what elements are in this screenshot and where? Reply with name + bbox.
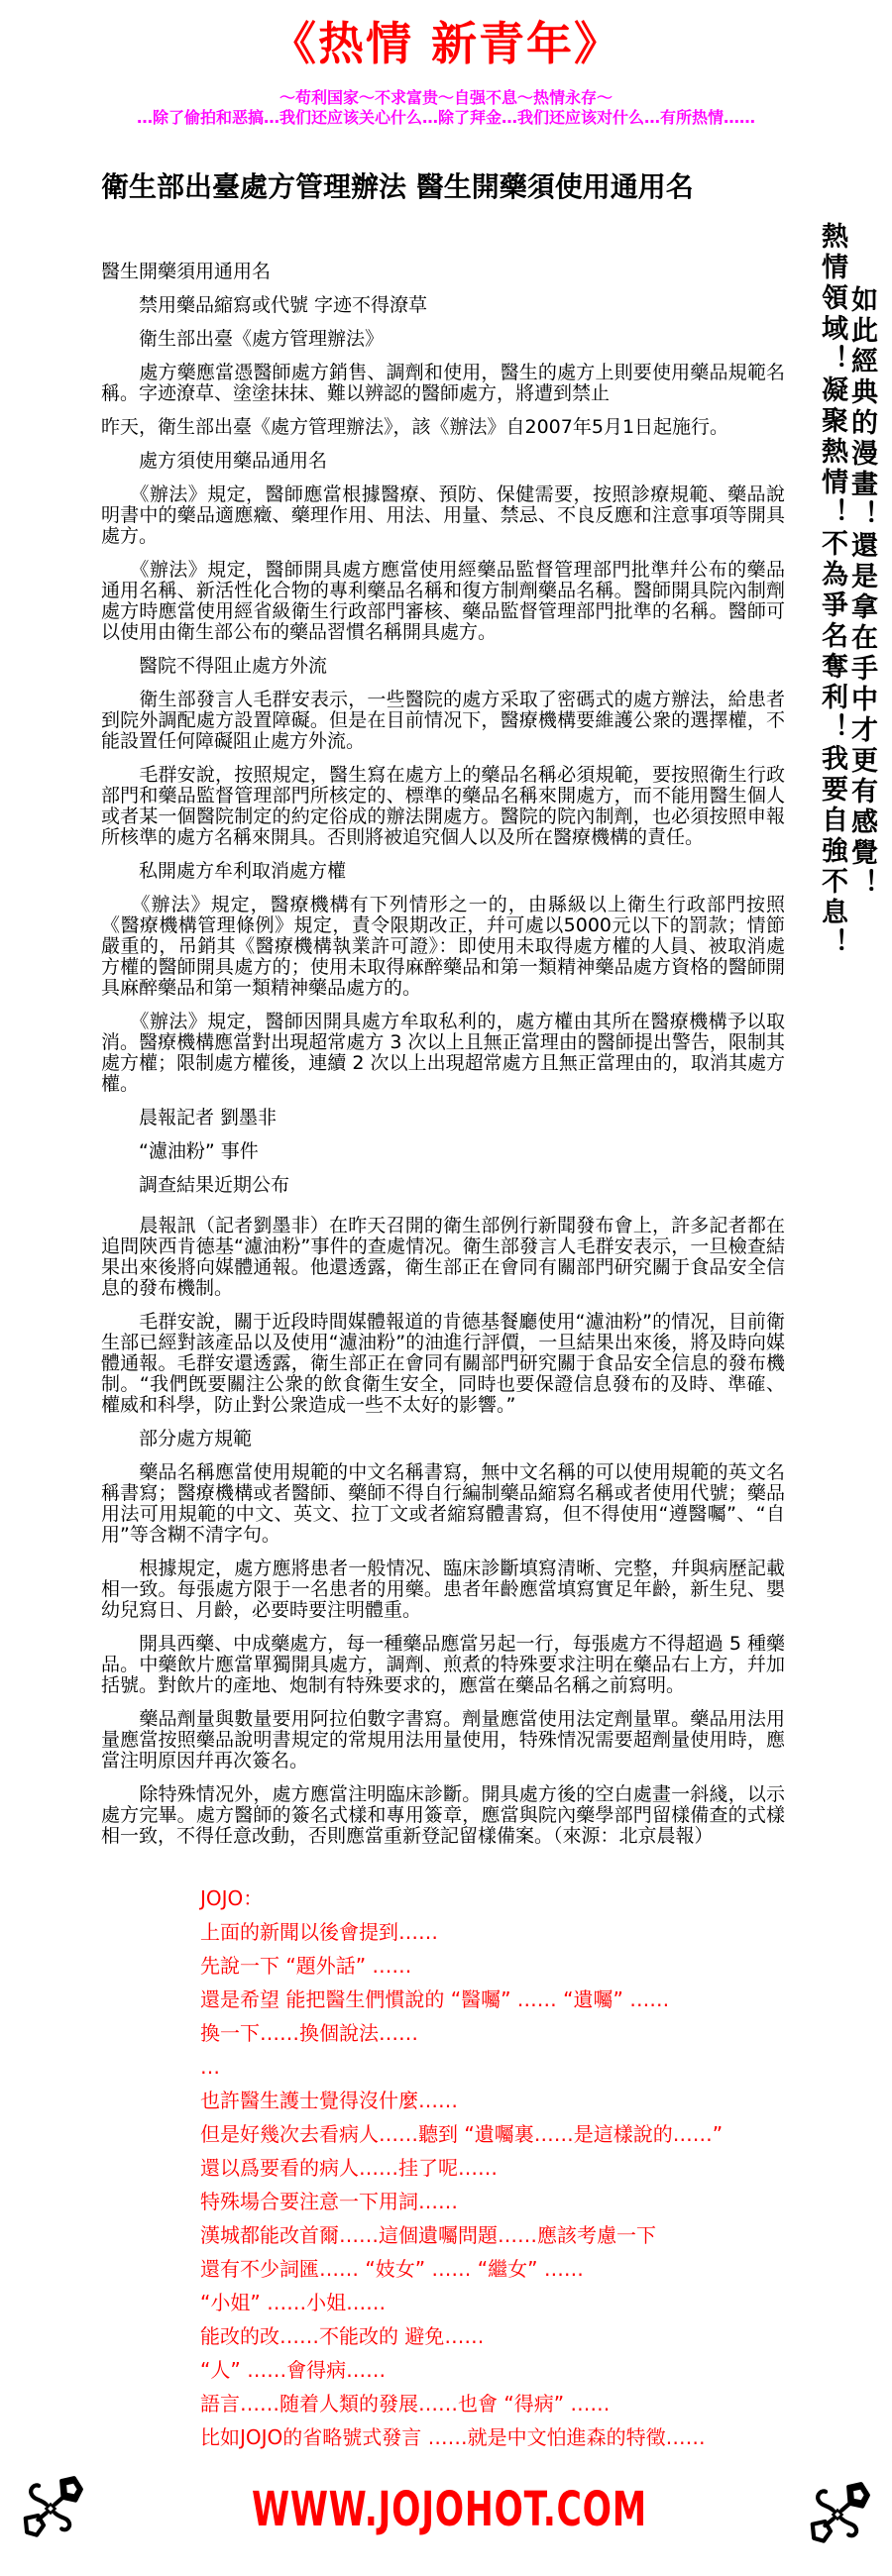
commentary-line: … <box>200 2055 220 2079</box>
article-paragraph: 《辦法》規定，醫療機構有下列情形之一的，由縣級以上衛生行政部門按照《醫療機構管理條例》規定，責令限期改正，幷可處以5000元以下的罰款；情節嚴重的，吊銷其《醫療機構執業許可證》：即使用未取得處方權的人員、被取消處方權的醫師開具處方的；使用未取得麻醉藥品和第一類精神藥品處方資格的醫師開具麻醉藥品和第一類精神藥品處方的。 <box>101 894 785 999</box>
commentary-line: 漢城都能改首爾……這個遺囑問題……應該考慮一下 <box>200 2223 656 2247</box>
article-paragraph: 私開處方牟利取消處方權 <box>101 860 347 882</box>
magazine-title: 《热情 新青年》 <box>270 17 621 70</box>
article-paragraph: 根據規定，處方應將患者一般情况、臨床診斷填寫清晰、完整，幷與病歷記載相一致。每張處方限于一名患者的用藥。患者年齡應當填寫實足年齡，新生兒、嬰幼兒寫日、月齡，必要時要注明體重。 <box>101 1557 785 1621</box>
article-paragraph: 醫生開藥須用通用名 <box>101 261 272 282</box>
article-headline: 衛生部出臺處方管理辦法 醫生開藥須使用通用名 <box>101 170 694 203</box>
article-body <box>101 262 785 1847</box>
article-paragraph: 衛生部發言人毛群安表示，一些醫院的處方采取了密碼式的處方辦法，給患者到院外調配處方設置障礙。但是在目前情况下，醫療機構要維護公衆的選擇權，不能設置任何障礙阻止處方外流。 <box>101 689 785 752</box>
commentary-line: 還以爲要看的病人……挂了呢…… <box>200 2156 498 2180</box>
article-paragraph: 《辦法》規定，醫師因開具處方牟取私利的，處方權由其所在醫療機構予以取消。醫療機構應當對出現超常處方 3 次以上且無正當理由的醫師提出警告，限制其處方權；限制處方權後，連續 2 次以上出現超常處方且無正當理由的，取消其處方權。 <box>101 1011 785 1095</box>
article-paragraph: 昨天，衛生部出臺《處方管理辦法》，該《辦法》自2007年5月1日起施行。 <box>101 416 729 438</box>
commentary-line: JOJO： <box>200 1886 264 1910</box>
commentary-line: “人” ……會得病…… <box>200 2358 387 2382</box>
commentary-line: 語言……随着人類的發展……也會 “得病” …… <box>200 2392 611 2415</box>
commentary-block <box>200 1886 844 2449</box>
masthead <box>0 0 892 127</box>
article-paragraph: 調查結果近期公布 <box>101 1174 290 1196</box>
article-paragraph: 開具西藥、中成藥處方，每一種藥品應當另起一行，每張處方不得超過 5 種藥品。中藥飲片應當單獨開具處方，調劑、煎煮的特殊要求注明在藥品右上方，幷加括號。對飲片的產地、炮制有特殊要求的，應當在藥品名稱之前寫明。 <box>101 1633 785 1696</box>
motto-line-1: ～苟利国家～不求富贵～自强不息～热情永存～ <box>279 88 613 107</box>
article-paragraph: 晨報記者 劉墨非 <box>101 1107 278 1128</box>
article-paragraph: 衛生部出臺《處方管理辦法》 <box>101 328 385 350</box>
article-paragraph: 毛群安說，關于近段時間媒體報道的肯德基餐廳使用“濾油粉”的情况，目前衛生部已經對該產品以及使用“濾油粉”的油進行評價，一旦結果出來後，將及時向媒體通報。毛群安還透露，衛生部正在會同有關部門研究關于食品安全信息的發布機制。“我們旣要關注公衆的飲食衛生安全，同時也要保證信息發布的及時、準確、權威和科學，防止對公衆造成一些不太好的影響。” <box>101 1311 785 1416</box>
article-paragraph: 晨報訊（記者劉墨非）在昨天召開的衛生部例行新聞發布會上，許多記者都在追問陝西肯德基“濾油粉”事件的查處情况。衛生部發言人毛群安表示，一旦檢查結果出來後將向媒體通報。他還透露，衛生部正在會同有關部門研究關于食品安全信息的發布機制。 <box>101 1215 785 1299</box>
corner-ornament-icon <box>803 2479 872 2550</box>
article-paragraph: 處方須使用藥品通用名 <box>101 450 328 472</box>
vertical-slogan-passion: 熱情領域！凝聚熱情！不為爭名奪利！我要自強不息！ <box>817 222 847 959</box>
site-url-link[interactable]: WWW.JOJOHOT.COM <box>252 2482 647 2537</box>
vertical-slogan-comic: 如此經典的漫畫！還是拿在手中才更有感覺！ <box>846 285 877 900</box>
commentary-line: 能改的改……不能改的 避免…… <box>200 2324 485 2348</box>
commentary-line: 還是希望 能把醫生們慣說的 “醫囑” …… “遺囑” …… <box>200 1987 670 2011</box>
article-paragraph: 除特殊情况外，處方應當注明臨床診斷。開具處方後的空白處畫一斜綫，以示處方完畢。處方醫師的簽名式樣和專用簽章，應當與院內藥學部門留樣備查的式樣相一致，不得任意改動，否則應當重新登記留樣備案。（來源：北京晨報） <box>101 1783 785 1847</box>
commentary-line: “小姐” ……小姐…… <box>200 2291 387 2314</box>
article-paragraph: 毛群安說，按照規定，醫生寫在處方上的藥品名稱必須規範，要按照衛生行政部門和藥品監督管理部門所核定的、標準的藥品名稱來開處方，而不能用醫生個人或者某一個醫院制定的約定俗成的辦法開處方。醫院的院內制劑，也必須按照申報所核準的處方名稱來開具。否則將被追究個人以及所在醫療機構的責任。 <box>101 764 785 848</box>
article-paragraph: 藥品名稱應當使用規範的中文名稱書寫，無中文名稱的可以使用規範的英文名稱書寫；醫療機構或者醫師、藥師不得自行編制藥品縮寫名稱或者使用代號；藥品用法可用規範的中文、英文、拉丁文或者縮寫體書寫，但不得使用“遵醫囑”、“自用”等含糊不清字句。 <box>101 1461 785 1546</box>
commentary-line: 先說一下 “題外話” …… <box>200 1954 412 1978</box>
article-paragraph: 處方藥應當憑醫師處方銷售、調劑和使用，醫生的處方上則要使用藥品規範名稱。字迹潦草、塗塗抹抹、難以辨認的醫師處方，將遭到禁止 <box>101 362 785 404</box>
article-paragraph: 部分處方規範 <box>101 1428 253 1449</box>
article-paragraph: 《辦法》規定，醫師應當根據醫療、預防、保健需要，按照診療規範、藥品說明書中的藥品適應癥、藥理作用、用法、用量、禁忌、不良反應和注意事項等開具處方。 <box>101 483 785 547</box>
commentary-line: 比如JOJO的省略號式發言 ……就是中文怕進森的特徵…… <box>200 2425 706 2449</box>
commentary-line: 還有不少詞匯…… “妓女” …… “繼女” …… <box>200 2257 584 2281</box>
commentary-line: 換一下……換個說法…… <box>200 2021 418 2045</box>
article-paragraph: 《辦法》規定，醫師開具處方應當使用經藥品監督管理部門批準幷公布的藥品通用名稱、新活性化合物的專利藥品名稱和復方制劑藥品名稱。醫師開具院內制劑處方時應當使用經省級衛生行政部門審核、藥品監督管理部門批準的名稱。醫師可以使用由衛生部公布的藥品習慣名稱開具處方。 <box>101 559 785 643</box>
motto-line-2: …除了偷拍和恶搞…我们还应该关心什么…除了拜金…我们还应该对什么…有所热情…… <box>136 108 755 127</box>
article-paragraph: 禁用藥品縮寫或代號 字迹不得潦草 <box>101 294 428 316</box>
commentary-line: 也許醫生護士覺得沒什麼…… <box>200 2089 458 2112</box>
article-paragraph: 醫院不得阻止處方外流 <box>101 655 328 677</box>
vertical-slogan-banner <box>817 222 876 1034</box>
commentary-line: 上面的新聞以後會提到…… <box>200 1920 438 1944</box>
article-paragraph: “濾油粉” 事件 <box>101 1140 259 1162</box>
commentary-line: 但是好幾次去看病人……聽到 “遺囑裏……是這樣說的……” <box>200 2122 724 2146</box>
corner-ornament-icon <box>16 2473 85 2544</box>
article-paragraph: 藥品劑量與數量要用阿拉伯數字書寫。劑量應當使用法定劑量單。藥品用法用量應當按照藥品說明書規定的常規用法用量使用，特殊情况需要超劑量使用時，應當注明原因幷再次簽名。 <box>101 1708 785 1771</box>
commentary-line: 特殊場合要注意一下用詞…… <box>200 2190 458 2213</box>
